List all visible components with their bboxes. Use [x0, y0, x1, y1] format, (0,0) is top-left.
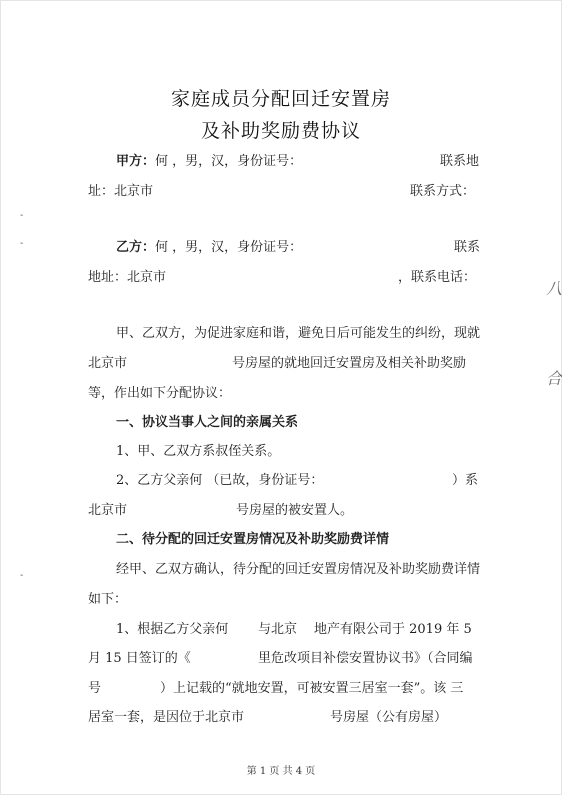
party-b-address: 地址：北京市 — [88, 270, 167, 285]
party-b-contact-address-label: 联系 — [454, 240, 481, 255]
party-a-label: 甲方： — [116, 154, 156, 169]
party-b-info: 何 ，男，汉，身份证号： — [155, 240, 303, 255]
intro-paragraph-line-2a: 北京市 — [88, 356, 128, 371]
section-2-item-1-line-3a: 号 — [88, 681, 102, 696]
scan-mark: - — [20, 210, 24, 221]
section-1-item-1: 1、甲、乙双方系叔侄关系。 — [116, 444, 281, 459]
party-a-address: 址：北京市 — [88, 184, 154, 199]
scan-mark: - — [20, 570, 24, 581]
party-a-phone-label: 联系方式： — [410, 184, 476, 199]
party-a-info: 何 ，男，汉，身份证号： — [155, 154, 303, 169]
section-1-item-2c: 北京市 — [88, 503, 128, 518]
section-2-item-1-line-4a: 居室一套，是因位于北京市 — [88, 710, 245, 725]
scan-mark: - — [20, 238, 24, 249]
section-1-item-2b: ）系 — [452, 473, 479, 488]
section-2-item-1-line-4b: 号房屋（公有房屋） — [330, 710, 448, 725]
section-2-item-1-line-1b: 与北京 — [258, 622, 298, 637]
document-title-line-2: 及补助奖励费协议 — [200, 120, 361, 142]
party-a-contact-address-label: 联系地 — [440, 154, 480, 169]
party-b-label: 乙方： — [116, 240, 156, 255]
section-2-paragraph-line-1: 经甲、乙双方确认，待分配的回迁安置房情况及补助奖励费详情 — [116, 562, 481, 577]
section-1-heading: 一、协议当事人之间的亲属关系 — [116, 415, 299, 430]
intro-paragraph-line-3: 等，作出如下分配协议： — [88, 386, 232, 401]
intro-paragraph-line-2b: 号房屋的就地回迁安置房及相关补助奖励 — [232, 356, 467, 371]
intro-paragraph-line-1: 甲、乙双方，为促进家庭和谐，避免日后可能发生的纠纷，现就 — [116, 326, 481, 341]
edge-mark: 八 — [545, 279, 562, 298]
section-2-paragraph-line-2: 如下： — [88, 592, 128, 607]
section-2-item-1-line-2b: 里危改项目补偿安置协议书》（合同编 — [258, 651, 473, 666]
edge-mark: 合 — [545, 369, 562, 388]
document-title-line-1: 家庭成员分配回迁安置房 — [170, 88, 391, 110]
section-2-heading: 二、待分配的回迁安置房情况及补助奖励费详情 — [116, 532, 390, 547]
section-2-item-1-line-1a: 1、根据乙方父亲何 — [116, 622, 229, 637]
section-2-item-1-line-1c: 地产有限公司于 2019 年 5 — [314, 622, 472, 637]
section-2-item-1-line-3b: ）上记载的“就地安置，可被安置三居室一套”。该 三 — [160, 681, 464, 696]
section-1-item-2a: 2、乙方父亲何 （已故，身份证号： — [116, 473, 324, 488]
page-number-footer: 第 1 页 共 4 页 — [246, 766, 316, 777]
party-b-phone-label: ，联系电话： — [398, 270, 477, 285]
section-1-item-2d: 号房屋的被安置人。 — [236, 503, 354, 518]
section-2-item-1-line-2a: 月 15 日签订的《 — [88, 651, 191, 666]
